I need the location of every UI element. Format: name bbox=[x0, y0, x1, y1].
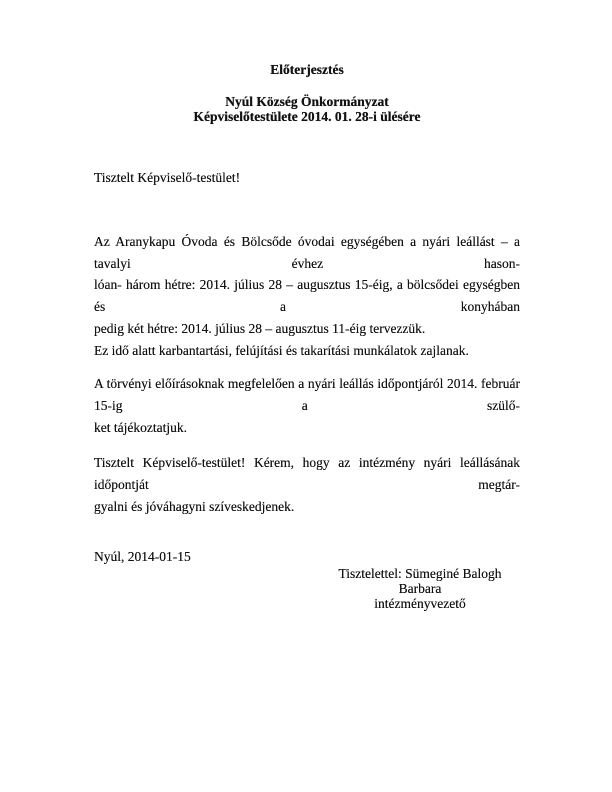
paragraph-approval-request bbox=[94, 452, 520, 517]
document-title: Előterjesztés bbox=[270, 62, 344, 77]
signature-name: Tisztelettel: Sümeginé Balogh Barbara bbox=[338, 566, 502, 597]
paragraph-line: lóan- három hétre: 2014. július 28 – augusztus 15-éig, a bölcsődei egységben és a konyhában bbox=[94, 277, 520, 315]
paragraph-line: Tisztelt Képviselő-testület! Kérem, hogy az intézmény nyári leállásának időpontját megtár- bbox=[94, 455, 520, 493]
signature-role: intézményvezető bbox=[374, 596, 466, 612]
paragraph-line: ket tájékoztatjuk. bbox=[94, 419, 187, 435]
salutation: Tisztelt Képviselő-testület! bbox=[94, 170, 241, 185]
document-subtitle bbox=[94, 94, 520, 124]
paragraph-line: Az Aranykapu Óvoda és Bölcsőde óvodai egységében a nyári leállást – a tavalyi évhez hason- bbox=[94, 234, 520, 271]
paragraph-parent-notification bbox=[94, 373, 520, 438]
paragraph-line: A törvényi előírásoknak megfelelően a nyári leállás időpontjáról 2014. február 15-ig a szülő- bbox=[94, 376, 520, 413]
subtitle-line-organization: Nyúl Község Önkormányzat bbox=[225, 94, 389, 109]
signature-block bbox=[320, 566, 520, 611]
subtitle-line-session: Képviselőtestülete 2014. 01. 28-i ülésére bbox=[193, 109, 421, 124]
paragraph-summer-closure bbox=[94, 231, 520, 361]
paragraph-line: Ez idő alatt karbantartási, felújítási és takarítási munkálatok zajlanak. bbox=[94, 342, 469, 358]
paragraph-line: pedig két hétre: 2014. július 28 – augusztus 11-éig tervezzük. bbox=[94, 320, 426, 336]
paragraph-line: gyalni és jóváhagyni szíveskedjenek. bbox=[94, 498, 295, 514]
date-place-line: Nyúl, 2014-01-15 bbox=[94, 549, 191, 565]
